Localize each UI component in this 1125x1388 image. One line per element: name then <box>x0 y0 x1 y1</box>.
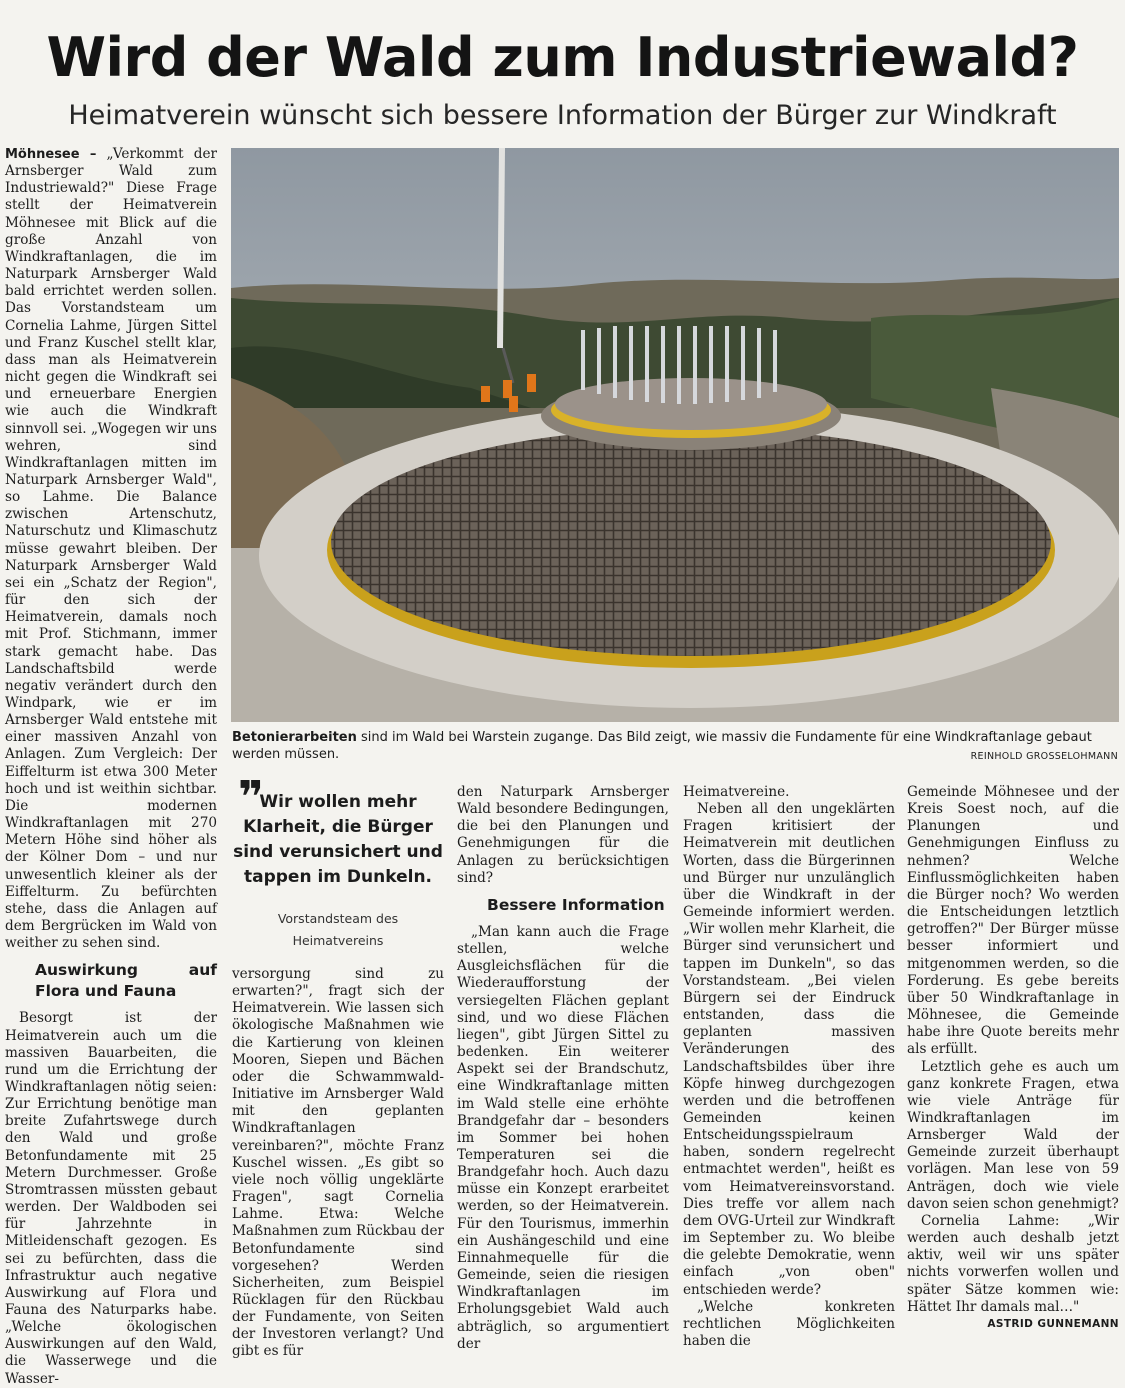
article-paragraph: Cornelia Lahme: „Wir werden auch deshalb jetzt aktiv, weil wir uns später nichts vorwerfen wollen und später Sätze kommen wie: Hättet Ihr damals mal…" <box>907 1212 1119 1315</box>
article-paragraph: „Man kann auch die Frage stellen, welche Ausgleichsflächen für die Wiederaufforstung der versiegelten Flächen geplant sind, und wo diese Flächen liegen", gibt Jürgen Sittel zu bedenken. Ein weiterer Aspekt sei der Brandschutz, eine Windkraftanlage mitten im Wald stelle eine erhöhte Brandgefahr dar – besonders im Sommer bei hohen Temperaturen sei die Brandgefahr hoch. Auch dazu müsse ein Konzept erarbeitet werden, so der Heimatverein. Für den Tourismus, immerhin ein Aushängeschild und eine Einnahmequelle für die Gemeinde, seien die riesigen Windkraftanlagen im Erholungsgebiet Wald auch abträglich, so argumentiert der <box>457 923 669 1352</box>
article-paragraph: Neben all den ungeklärten Fragen kritisiert der Heimatverein mit deutlichen Worten, dass die Bürgerinnen und Bürger nur unzulänglich über die Windkraft in der Gemeinde informiert werden. „Wir wollen mehr Klarheit, die Bürger sind verunsichert und tappen im Dunkeln", so das Vorstandsteam. „Bei vielen Bürgern sei der Eindruck entstanden, dass die geplanten massiven Veränderungen des Landschaftsbildes über ihre Köpfe hinweg durchgezogen werden und die betroffenen Gemeinden keinen Entscheidungsspielraum haben, sondern regelrecht entmachtet werden", heißt es vom Heimatvereinsvorstand. Dies treffe vor allem nach dem OVG-Urteil zur Windkraft im September zu. Wo bleibe die gelebte Demokratie, wenn einfach „von oben" entschieden werde? <box>683 801 895 1298</box>
construction-photo <box>231 148 1119 722</box>
photo-credit: REINHOLD GROSSELOHMANN <box>970 751 1118 762</box>
article-column-1 <box>5 146 217 1388</box>
subheadline: Heimatverein wünscht sich bessere Information der Bürger zur Windkraft <box>68 100 1057 131</box>
article-column-2 <box>232 966 444 1361</box>
article-paragraph: Gemeinde Möhnesee und der Kreis Soest noch, auf die Planungen und Genehmigungen Einfluss zu nehmen? Welche Einflussmöglichkeiten haben die Bürger noch? Wo werden die Entscheidungen letztlich getroffen?" Der Bürger müsse besser informiert und mitgenommen werden, so die Forderung. Es gebe bereits über 50 Windkraftanlage in Möhnesee, die Gemeinde habe ihre Quote bereits mehr als erfüllt. <box>907 784 1119 1058</box>
article-paragraph: Heimatvereine. <box>683 784 790 800</box>
caption-text: sind im Wald bei Warstein zugange. Das Bild zeigt, wie massiv die Fundamente für eine Windkraftanlage gebaut werden müssen. <box>232 730 1092 762</box>
article-paragraph: „Welche konkreten rechtlichen Möglichkeiten haben die <box>683 1298 895 1349</box>
headline: Wird der Wald zum Industriewald? <box>46 26 1079 89</box>
article-paragraph: Besorgt ist der Heimatverein auch um die massiven Bauarbeiten, die rund um die Errichtung der Windkraftanlagen nötig seien: Zur Errichtung benötige man breite Zufahrtswege durch den Wald und große Betonfundamente mit 25 Metern Durchmesser. Große Stromtrassen müssten gebaut werden. Der Waldboden sei für Jahrzehnte in Mitleidenschaft gezogen. Es sei zu befürchten, dass die Infrastruktur auch negative Auswirkung auf Flora und Fauna des Naturparks habe. „Welche ökologischen Auswirkungen auf den Wald, die Wasserwege und die Wasser- <box>5 1010 217 1387</box>
dateline: Möhnesee – <box>5 147 97 162</box>
quote-mark-icon: ❞ <box>238 772 264 823</box>
paragraph-text: „Verkommt der Arnsberger Wald zum Industriewald?" Diese Frage stellt der Heimatverein Möhnesee mit Blick auf die große Anzahl von Windkraftanlagen, die im Naturpark Arnsberger Wald bald errichtet werden sollen. Das Vorstandsteam um Cornelia Lahme, Jürgen Sittel und Franz Kuschel stellt klar, dass man als Heimatverein nicht gegen die Windkraft sei und erneuerbare Energien wie auch die Windkraft sinnvoll sei. „Wogegen wir uns wehren, sind Windkraftanlagen mitten im Naturpark Arnsberger Wald", so Lahme. Die Balance zwischen Artenschutz, Naturschutz und Klimaschutz müsse gewahrt bleiben. Der Naturpark Arnsberger Wald sei ein „Schatz der Region", für den sich der Heimatverein, damals noch mit Prof. Stichmann, immer stark gemacht habe. Das Landschaftsbild werde negativ verändert durch den Windpark, wie er im Arnsberger Wald entstehe mit einer massiven Anzahl von Anlagen. Zum Vergleich: Der Eiffelturm ist etwa 300 Meter hoch und ist weithin sichtbar. Die modernen Windkraftanlagen mit 270 Metern Höhe sind höher als der Kölner Dom – und nur unwesentlich kleiner als der Eiffelturm. Zu befürchten stehe, dass die Anlagen auf dem Bergrücken im Wald von weither zu sehen sind. <box>5 146 217 952</box>
article-column-3 <box>457 784 669 1353</box>
article-paragraph: Letztlich gehe es auch um ganz konkrete Fragen, etwa wie viele Anträge für Windkraftanlagen im Arnsberger Wald der Gemeinde zurzeit überhaupt vorlägen. Man lese von 59 Anträgen, doch wie viele davon seien schon genehmigt? <box>907 1058 1119 1212</box>
article-paragraph: versorgung sind zu erwarten?", fragt sich der Heimatverein. Wie lassen sich ökologische Maßnahmen wie die Kartierung von kleinen Mooren, Siepen und Bächen oder die Schwammwald-Initiative im Arnsberger Wald mit den geplanten Windkraftanlagen vereinbaren?", möchte Franz Kuschel wissen. „Es gibt so viele noch völlig ungeklärte Fragen", sagt Cornelia Lahme. Etwa: Welche Maßnahmen zum Rückbau der Betonfundamente sind vorgesehen? Werden Sicherheiten, zum Beispiel Rücklagen für den Rückbau der Fundamente, von Seiten der Investoren verlangt? Und gibt es für <box>232 966 444 1360</box>
caption-lead: Betonierarbeiten <box>232 730 357 745</box>
pull-quote <box>232 772 444 954</box>
author-name: ASTRID GUNNEMANN <box>987 1317 1119 1330</box>
article-column-4 <box>683 784 895 1350</box>
quote-source: Vorstandsteam des Heimatvereins <box>277 911 399 948</box>
article-paragraph <box>5 146 217 952</box>
article-column-5 <box>907 784 1119 1333</box>
quote-text: Wir wollen mehr Klarheit, die Bürger sind verunsichert und tappen im Dunkeln. <box>233 792 443 887</box>
section-subtitle: Auswirkung auf Flora und Fauna <box>35 961 217 1001</box>
section-subtitle: Bessere Information <box>487 895 665 914</box>
article-paragraph: den Naturpark Arnsberger Wald besondere Bedingungen, die bei den Planungen und Genehmigungen für die Anlagen zu berücksichtigen sind? <box>457 784 669 886</box>
